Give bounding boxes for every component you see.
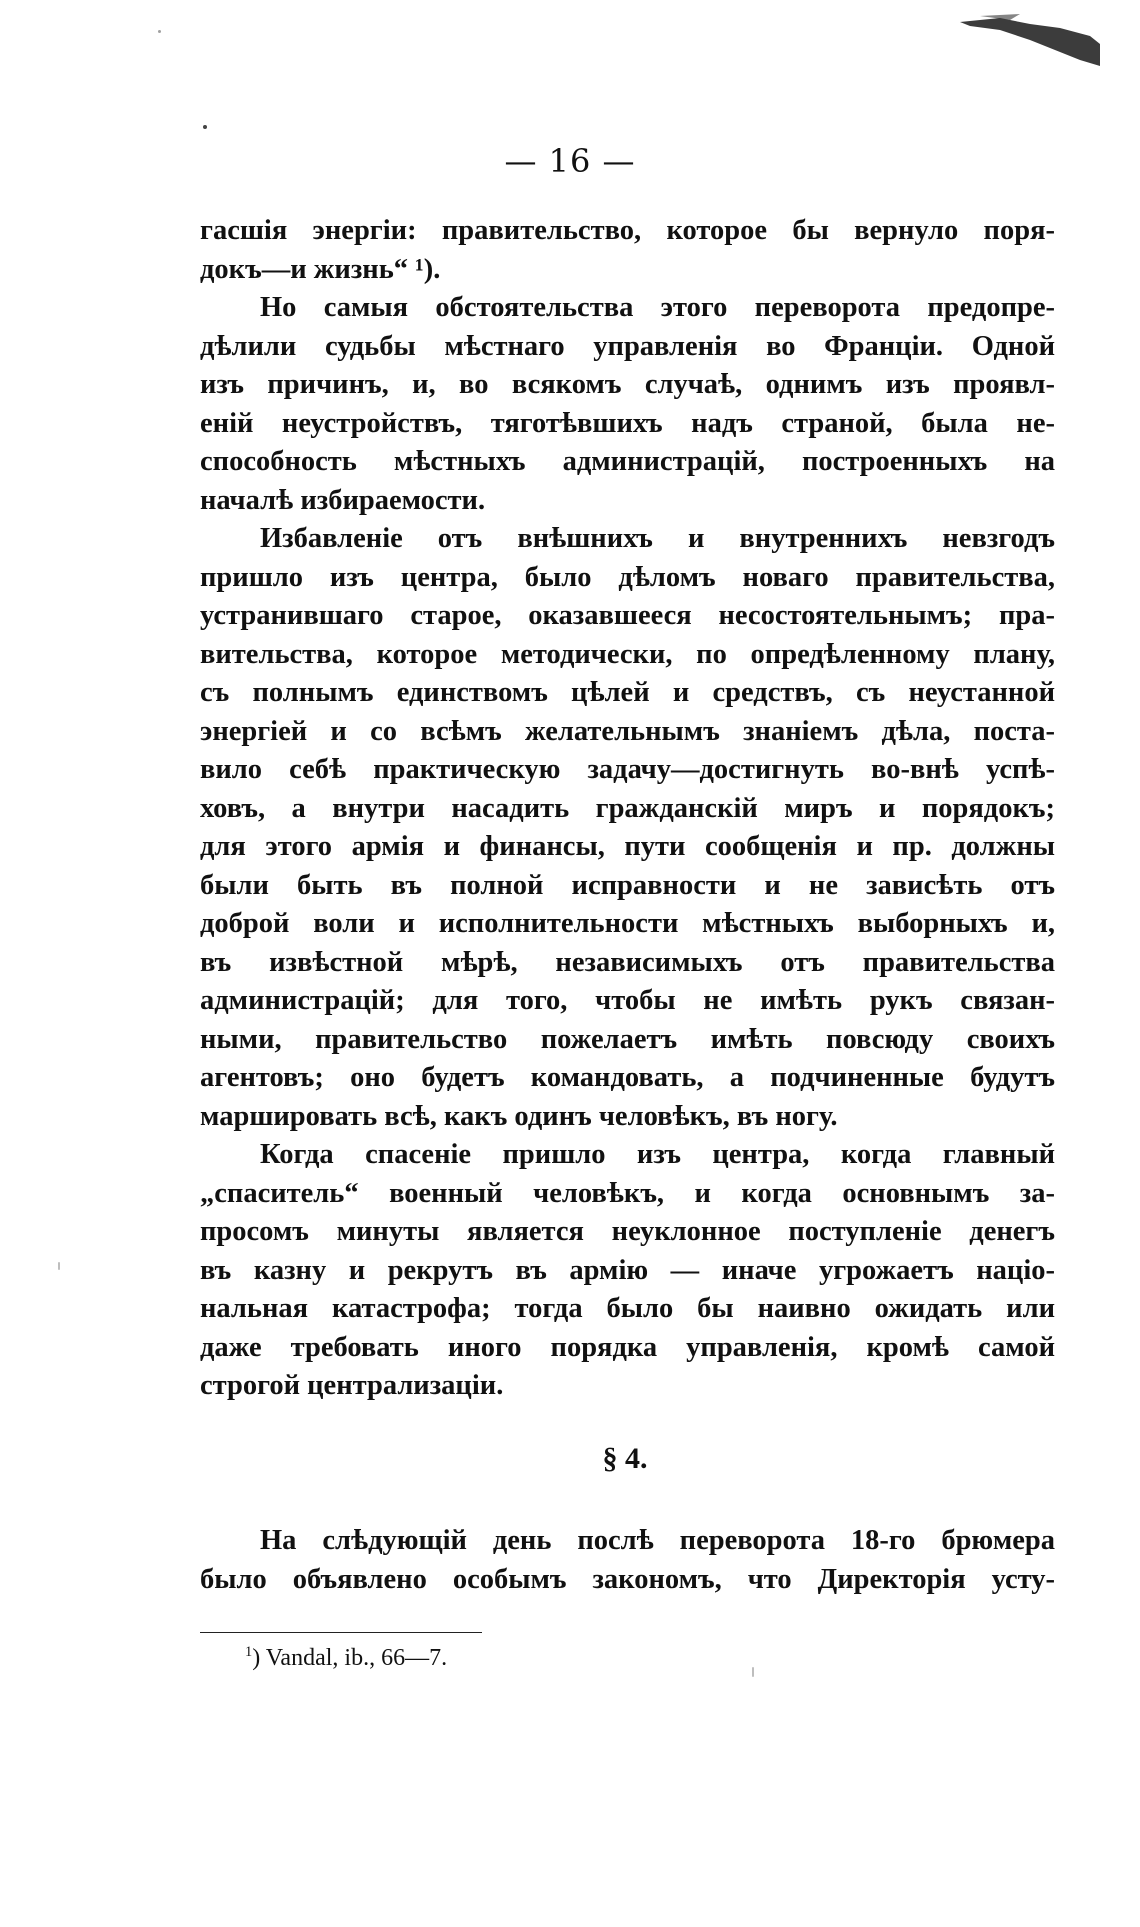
paragraph-3 [200, 520, 1055, 1136]
text-line: въ казну и рекрутъ въ армію — иначе угрожаетъ націо- [200, 1254, 1055, 1286]
text-line: ными, правительство пожелаетъ имѣть повсюду своихъ [200, 1023, 1055, 1055]
text-line: энергіей и со всѣмъ желательнымъ знаніемъ дѣла, поста- [200, 715, 1055, 747]
scan-speck [58, 1262, 60, 1270]
text-line: агентовъ; оно будетъ командовать, а подчиненные будутъ [200, 1062, 1055, 1093]
text-line: „спаситель“ военный человѣкъ, и когда основнымъ за- [200, 1177, 1055, 1209]
text-line: нальная катастрофа; тогда было бы наивно ожидать или [200, 1293, 1055, 1324]
paragraph-4 [200, 1136, 1055, 1406]
text-line: доброй воли и исполнительности мѣстныхъ выборныхъ и, [200, 908, 1055, 939]
text-line: Но самыя обстоятельства этого переворота предопре- [260, 292, 1055, 323]
text-line: Избавленіе отъ внѣшнихъ и внутреннихъ невзгодъ [260, 523, 1055, 554]
text-line: вительства, которое методически, по опредѣленному плану, [200, 638, 1055, 670]
text-line: администрацій; для того, чтобы не имѣть рукъ связан- [200, 985, 1055, 1016]
section-body-text [200, 1522, 1055, 1599]
section-heading: § 4. [602, 1442, 648, 1475]
text-line: строгой централизаціи. [200, 1370, 504, 1401]
paragraph-1 [200, 212, 1055, 289]
text-line: изъ причинъ, и, во всякомъ случаѣ, однимъ изъ проявл- [200, 369, 1055, 400]
scan-artifact-mark [960, 14, 1100, 66]
text-line: было объявлено особымъ закономъ, что Директорія усту- [200, 1563, 1055, 1595]
scan-speck [203, 125, 207, 129]
text-line: вило себѣ практическую задачу—достигнуть во-внѣ успѣ- [200, 754, 1055, 785]
text-line: были быть въ полной исправности и не зависѣть отъ [200, 869, 1055, 901]
footnote-marker: 1 [245, 1644, 253, 1660]
text-line: съ полнымъ единствомъ цѣлей и средствъ, съ неустанной [200, 677, 1055, 708]
scan-speck [752, 1667, 754, 1677]
text-line: ховъ, а внутри насадить гражданскій миръ и порядокъ; [200, 792, 1055, 824]
text-line: докъ—и жизнь“ ¹). [200, 253, 441, 285]
text-line: для этого армія и финансы, пути сообщенія и пр. должны [200, 831, 1055, 862]
text-line: На слѣдующій день послѣ переворота 18-го брюмера [260, 1525, 1055, 1556]
text-line: способность мѣстныхъ администрацій, построенныхъ на [200, 446, 1055, 477]
text-line: началѣ избираемости. [200, 484, 486, 516]
text-line: Когда спасеніе пришло изъ центра, когда главный [260, 1139, 1055, 1170]
text-line: маршировать всѣ, какъ одинъ человѣкъ, въ ногу. [200, 1100, 838, 1132]
text-line: пришло изъ центра, было дѣломъ новаго правительства, [200, 561, 1055, 593]
body-text [200, 212, 1055, 1406]
scan-speck [158, 30, 161, 33]
text-line: еній неустройствъ, тяготѣвшихъ надъ страной, была не- [200, 407, 1055, 439]
paragraph-2 [200, 289, 1055, 520]
footnote [245, 1645, 447, 1672]
text-line: въ извѣстной мѣрѣ, независимыхъ отъ правительства [200, 946, 1055, 978]
text-line: устранившаго старое, оказавшееся несостоятельнымъ; пра- [200, 600, 1055, 631]
text-line: даже требовать иного порядка управленія, кромѣ самой [200, 1331, 1055, 1363]
footnote-text: ) Vandal, ib., 66—7. [252, 1645, 448, 1671]
text-line: просомъ минуты является неуклонное поступленіе денегъ [200, 1216, 1055, 1247]
text-line: гасшія энергіи: правительство, которое бы вернуло поря- [200, 215, 1055, 246]
footnote-divider [200, 1632, 482, 1633]
page-number: — 16 — [504, 142, 636, 180]
text-line: дѣлили судьбы мѣстнаго управленія во Франціи. Одной [200, 330, 1055, 362]
